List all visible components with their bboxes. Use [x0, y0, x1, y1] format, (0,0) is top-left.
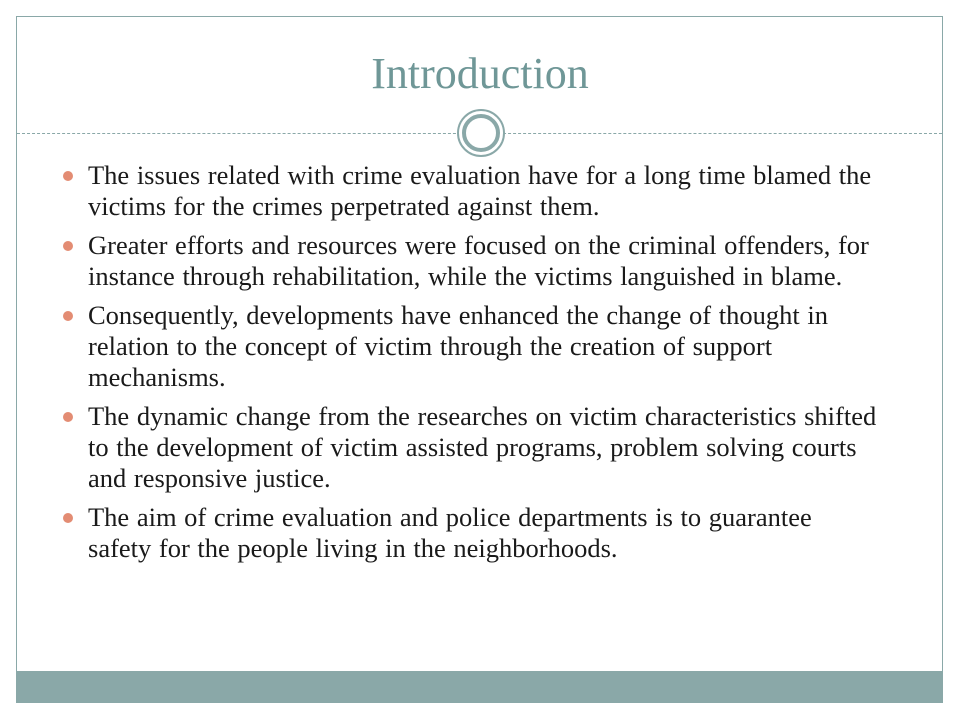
- bullet-text: The issues related with crime evaluation have for a long time blamed the victims for the crimes perpetrated against them.: [88, 160, 872, 221]
- footer-band: [16, 671, 943, 703]
- bullet-text: The aim of crime evaluation and police departments is to guarantee safety for the people living in the neighborhoods.: [88, 502, 812, 563]
- list-item: [60, 230, 880, 292]
- bullet-text: Consequently, developments have enhanced the change of thought in relation to the concept of victim through the creation of support mechanisms.: [88, 300, 828, 392]
- bullet-dot-icon: [63, 171, 73, 181]
- slide-title: Introduction: [371, 49, 589, 98]
- double-circle-ornament-icon: [456, 108, 506, 158]
- bullet-dot-icon: [63, 513, 73, 523]
- bullet-dot-icon: [63, 241, 73, 251]
- bullet-dot-icon: [63, 311, 73, 321]
- bullet-list: [60, 160, 880, 572]
- bullet-dot-icon: [63, 412, 73, 422]
- list-item: [60, 502, 880, 564]
- list-item: [60, 401, 880, 494]
- bullet-text: Greater efforts and resources were focused on the criminal offenders, for instance through rehabilitation, while the victims languished in blame.: [88, 230, 869, 291]
- list-item: [60, 300, 880, 393]
- list-item: [60, 160, 880, 222]
- bullet-text: The dynamic change from the researches on victim characteristics shifted to the development of victim assisted programs, problem solving courts and responsive justice.: [88, 401, 877, 493]
